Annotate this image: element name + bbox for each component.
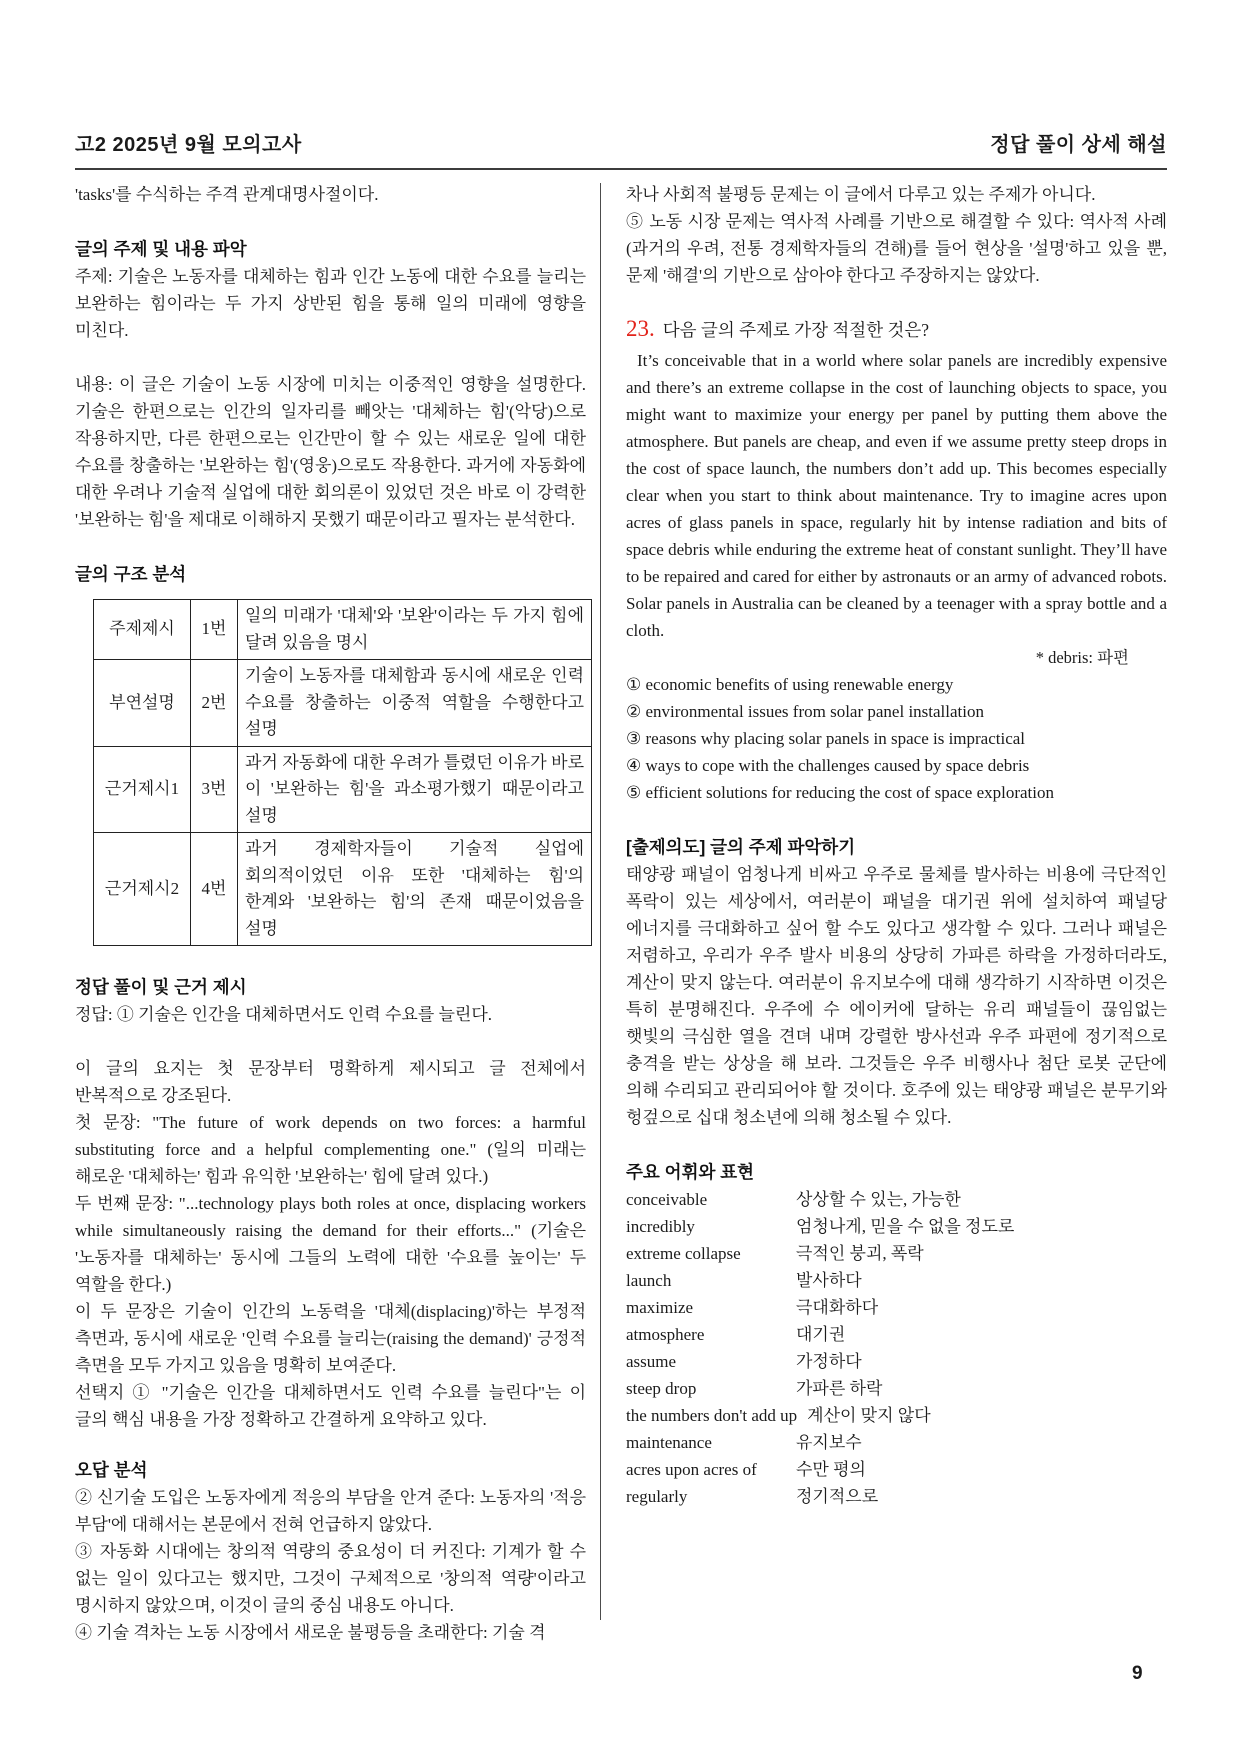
vocab-term: the numbers don't add up [626,1406,798,1425]
passage-translation: 태양광 패널이 엄청나게 비싸고 우주로 물체를 발사하는 비용에 극단적인 폭락이 있는 세상에서, 여러분이 패널을 대기권 위에 설치하여 패널당 에너지를 극대화하고 싶어 할 수도 있다고 생각할 수 있다. 그러나 패널은 저렴하고, 우리가 우주 발사 비용의 상당히 가파른 하락을 가정하더라도, 계산이 맞지 않는다. 여러분이 유지보수에 대해 생각하기 시작하면 이것은 특히 분명해진다. 우주에 수 에이커에 달하는 유리 패널들이 끊임없는 햇빛의 극심한 열을 견뎌 내며 강렬한 방사선과 우주 파편에 정기적으로 충격을 받는 상상을 해 보라. 그것들은 우주 비행사나 첨단 로봇 군단에 의해 수리되고 관리되어야 할 것이다. 호주에 있는 태양광 패널은 분무기와 헝겊으로 십대 청소년에 의해 청소될 수 있다. [626,865,1167,1127]
vocab-term: launch [626,1271,672,1290]
list-item [626,1321,1167,1348]
structure-role: 근거제시2 [94,833,191,946]
vocab-heading: 주요 어휘와 표현 [626,1162,755,1182]
page-header [75,128,1167,157]
left-column [75,181,586,1646]
vocab-term: acres upon acres of [626,1460,757,1479]
choice-option: ⑤ efficient solutions for reducing the cost of space exploration [626,783,1054,802]
header-rule [75,168,1167,170]
column-divider [600,183,601,1620]
list-item [626,1240,1167,1267]
list-item [626,1213,1167,1240]
header-doc-title: 정답 풀이 상세 해설 [990,134,1167,156]
question-number: 23. [626,316,655,341]
list-item [626,1267,1167,1294]
choice-option: ③ reasons why placing solar panels in space is impractical [626,729,1026,748]
structure-desc: 기술이 노동자를 대체함과 동시에 새로운 인력 수요를 창출하는 이중적 역할을 수행한다고 설명 [238,660,592,747]
correct-answer-line: 정답: ① 기술은 인간을 대체하면서도 인력 수요를 늘린다. [75,1005,493,1024]
list-item [626,1294,1167,1321]
vocab-meaning: 수만 평의 [796,1460,866,1479]
structure-role: 근거제시1 [94,746,191,833]
answer-choices [626,671,1167,806]
list-item [626,1456,1167,1483]
table-row [94,833,592,946]
question-heading [626,315,1167,344]
vocab-term: incredibly [626,1217,695,1236]
list-item [626,1375,1167,1402]
structure-role: 부연설명 [94,660,191,747]
list-item [626,1402,1167,1429]
answer-paragraph: 이 두 문장은 기술이 인간의 노동력을 '대체(displacing)'하는 부정적 측면과, 동시에 새로운 '인력 수요를 늘리는(raising the demand)' 긍정적 측면을 모두 가지고 있음을 명확히 보여준다. [75,1302,586,1375]
vocab-list [626,1186,1167,1510]
structure-section-heading: 글의 구조 분석 [75,564,187,584]
vocab-meaning: 발사하다 [796,1271,862,1290]
answer-section-heading: 정답 풀이 및 근거 제시 [75,977,247,997]
vocab-meaning: 유지보수 [796,1433,862,1452]
wrong-analysis-heading: 오답 분석 [75,1460,148,1480]
vocab-meaning: 계산이 맞지 않다 [807,1406,931,1425]
wrong-item: ④ 기술 격차는 노동 시장에서 새로운 불평등을 초래한다: 기술 격 [75,1623,546,1642]
vocab-term: regularly [626,1487,688,1506]
right-column [626,181,1167,1510]
vocab-meaning: 가파른 하락 [796,1379,883,1398]
answer-paragraph: 이 글의 요지는 첫 문장부터 명확하게 제시되고 글 전체에서 반복적으로 강조된다. [75,1059,586,1105]
structure-sentence-num: 1번 [191,600,238,660]
list-item [626,1348,1167,1375]
intent-heading: [출제의도] 글의 주제 파악하기 [626,837,856,857]
vocab-meaning: 상상할 수 있는, 가능한 [796,1190,961,1209]
choice-option: ④ ways to cope with the challenges caused by space debris [626,756,1030,775]
structure-table [93,599,592,946]
vocab-meaning: 극대화하다 [796,1298,879,1317]
structure-sentence-num: 4번 [191,833,238,946]
vocab-term: maximize [626,1298,694,1317]
page-number: 9 [1132,1663,1143,1684]
vocab-term: assume [626,1352,677,1371]
choice-option: ② environmental issues from solar panel installation [626,702,984,721]
answer-paragraph: 선택지 ① "기술은 인간을 대체하면서도 인력 수요를 늘린다"는 이 글의 핵심 내용을 가장 정확하고 간결하게 요약하고 있다. [75,1383,586,1429]
vocab-term: maintenance [626,1433,712,1452]
vocab-meaning: 정기적으로 [796,1487,879,1506]
vocab-meaning: 극적인 붕괴, 폭락 [796,1244,924,1263]
structure-desc: 과거 경제학자들이 기술적 실업에 회의적이었던 이유 또한 '대체하는 힘'의 한계와 '보완하는 힘'의 존재 때문이었음을 설명 [238,833,592,946]
topic-section-heading: 글의 주제 및 내용 파악 [75,239,247,259]
list-item [626,1483,1167,1510]
question-prompt: 다음 글의 주제로 가장 적절한 것은? [662,320,930,340]
choice-option: ① economic benefits of using renewable energy [626,675,954,694]
structure-desc: 과거 자동화에 대한 우려가 틀렸던 이유가 바로 이 '보완하는 힘'을 과소평가했기 때문이라고 설명 [238,746,592,833]
structure-desc: 일의 미래가 '대체'와 '보완'이라는 두 가지 힘에 달려 있음을 명시 [238,600,592,660]
wrong-item-continued: 차나 사회적 불평등 문제는 이 글에서 다루고 있는 주제가 아니다. [626,185,1096,204]
topic-theme: 주제: 기술은 노동자를 대체하는 힘과 인간 노동에 대한 수요를 늘리는 보완하는 힘이라는 두 가지 상반된 힘을 통해 일의 미래에 영향을 미친다. [75,267,586,340]
passage-footnote: * debris: 파편 [1035,648,1129,667]
vocab-meaning: 엄청나게, 믿을 수 없을 정도로 [796,1217,1015,1236]
structure-role: 주제제시 [94,600,191,660]
vocab-term: steep drop [626,1379,697,1398]
structure-sentence-num: 3번 [191,746,238,833]
vocab-term: atmosphere [626,1325,705,1344]
topic-summary: 내용: 이 글은 기술이 노동 시장에 미치는 이중적인 영향을 설명한다. 기술은 한편으로는 인간의 일자리를 빼앗는 '대체하는 힘'(악당)으로 작용하지만, 다른 한편으로는 인간만이 할 수 있는 새로운 일에 대한 수요를 창출하는 '보완하는 힘'(영웅)으로도 작용한다. 과거에 자동화에 대한 우려나 기술적 실업에 대한 회의론이 있었던 것은 바로 이 강력한 '보완하는 힘'을 제대로 이해하지 못했기 때문이라고 필자는 분석한다. [75,375,586,529]
table-row [94,746,592,833]
list-item [626,1186,1167,1213]
vocab-term: extreme collapse [626,1244,741,1263]
vocab-term: conceivable [626,1190,708,1209]
wrong-item: ③ 자동화 시대에는 창의적 역량의 중요성이 더 커진다: 기계가 할 수 없는 일이 있다고는 했지만, 그것이 구체적으로 '창의적 역량'이라고 명시하지 않았으며, 이것이 글의 중심 내용도 아니다. [75,1542,586,1615]
answer-paragraph: 두 번째 문장: "...technology plays both roles at once, displacing workers while simultaneously raising the demand for their efforts..." (기술은 '노동자를 대체하는' 동시에 그들의 노력에 대한 '수요를 높이는' 두 역할을 한다.) [75,1194,586,1294]
list-item [626,1429,1167,1456]
carryover-explanation: 'tasks'를 수식하는 주격 관계대명사절이다. [75,185,379,204]
table-row [94,660,592,747]
vocab-meaning: 가정하다 [796,1352,862,1371]
wrong-item: ② 신기술 도입은 노동자에게 적응의 부담을 안겨 준다: 노동자의 '적응 부담'에 대해서는 본문에서 전혀 언급하지 않았다. [75,1488,586,1534]
vocab-meaning: 대기권 [796,1325,846,1344]
answer-paragraph: 첫 문장: "The future of work depends on two forces: a harmful substituting force and a helpful complementing one." (일의 미래는 해로운 '대체하는' 힘과 유익한 '보완하는' 힘에 달려 있다.) [75,1113,586,1186]
structure-sentence-num: 2번 [191,660,238,747]
wrong-item: ⑤ 노동 시장 문제는 역사적 사례를 기반으로 해결할 수 있다: 역사적 사례(과거의 우려, 전통 경제학자들의 견해)를 들어 현상을 '설명'하고 있을 뿐, 문제 '해결'의 기반으로 삼아야 한다고 주장하지는 않았다. [626,212,1167,285]
table-row [94,600,592,660]
header-exam-title: 고2 2025년 9월 모의고사 [75,134,302,156]
question-passage: It’s conceivable that in a world where solar panels are incredibly expensive and there’s an extreme collapse in the cost of launching objects to space, you might want to maximize your energy per panel by putting them above the atmosphere. But panels are cheap, and even if we assume pretty steep drops in the cost of space launch, the numbers don’t add up. This becomes especially clear when you start to think about maintenance. Try to imagine acres upon acres of glass panels in space, regularly hit by intense radiation and bits of space debris while enduring the extreme heat of constant sunlight. They’ll have to be repaired and cared for either by astronauts or an army of advanced robots. Solar panels in Australia can be cleaned by a teenager with a spray bottle and a cloth. [626,351,1167,640]
